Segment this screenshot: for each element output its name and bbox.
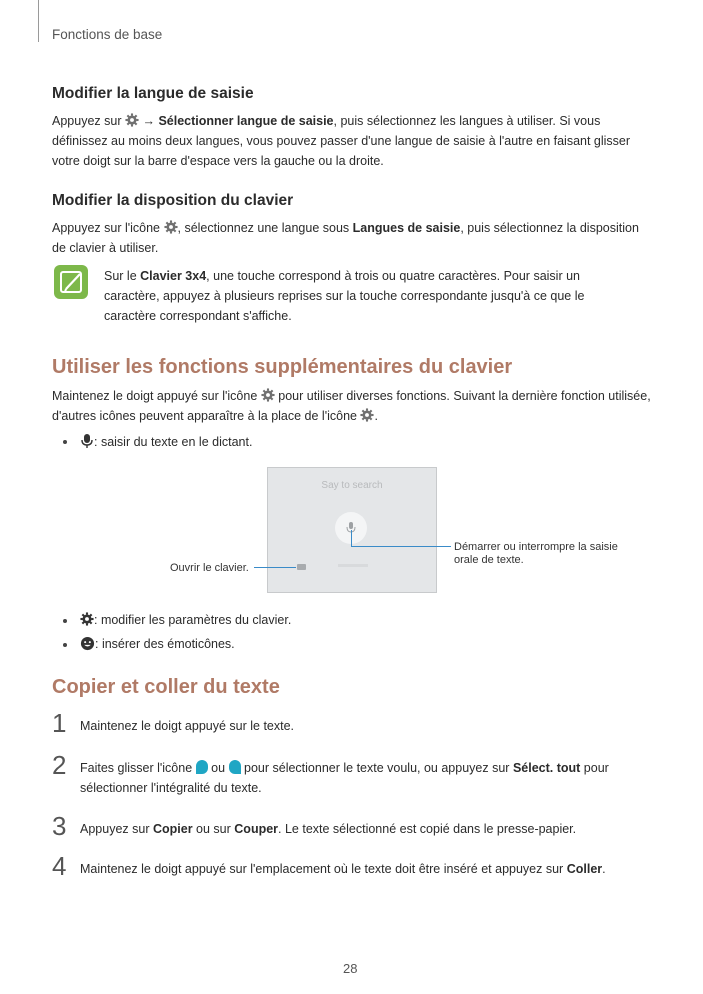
- step-number: 1: [52, 708, 67, 738]
- gear-icon: [80, 612, 94, 626]
- callout-line-right-vertical: [351, 530, 352, 547]
- page-number: 28: [343, 961, 358, 976]
- heading-extra-keyboard-functions: Utiliser les fonctions supplémentaires du clavier: [52, 356, 513, 378]
- placeholder-line: [338, 564, 368, 567]
- header-rule: [38, 0, 39, 42]
- screen-title: Say to search: [321, 480, 383, 491]
- step-number: 2: [52, 750, 67, 780]
- callout-start-stop-voice: Démarrer ou interrompre la saisie orale de texte.: [454, 541, 618, 566]
- bullet-voice-input: : saisir du texte en le dictant.: [80, 432, 252, 452]
- step-4-text: Maintenez le doigt appuyé sur l'emplacement où le texte doit être inséré et appuyez sur Coller.: [80, 862, 606, 876]
- step-number: 4: [52, 851, 67, 881]
- bullet: [63, 440, 67, 444]
- selection-handle-left-icon: [196, 760, 208, 774]
- selection-handle-right-icon: [229, 760, 241, 774]
- bullet-keyboard-settings: : modifier les paramètres du clavier.: [80, 610, 291, 630]
- microphone-icon: [80, 433, 94, 449]
- voice-input-screenshot: [267, 467, 437, 593]
- gear-icon: [261, 388, 275, 402]
- note-icon: [54, 265, 88, 299]
- emoticon-icon: [80, 636, 95, 651]
- gear-icon: [125, 113, 139, 127]
- bullet: [63, 643, 67, 647]
- bullet: [63, 619, 67, 623]
- heading-copy-paste: Copier et coller du texte: [52, 676, 280, 698]
- paragraph-extra-functions: Maintenez le doigt appuyé sur l'icône pour utiliser diverses fonctions. Suivant la dernière fonction utilisée, d'autres icônes peuvent apparaître à la place de l'icône .: [52, 389, 651, 423]
- callout-line-left: [254, 567, 296, 568]
- step-2-text: Faites glisser l'icône ou pour sélectionner le texte voulu, ou appuyez sur Sélect. tout pour sélectionner l'intégralité du texte.: [80, 761, 609, 795]
- heading-keyboard-layout: Modifier la disposition du clavier: [52, 192, 294, 209]
- step-3-text: Appuyez sur Copier ou sur Couper. Le texte sélectionné est copié dans le presse-papier.: [80, 822, 577, 836]
- step-1-text: Maintenez le doigt appuyé sur le texte.: [80, 719, 295, 733]
- chapter-title: Fonctions de base: [52, 27, 163, 42]
- callout-line-right: [351, 546, 451, 547]
- bullet-emoticons: : insérer des émoticônes.: [80, 634, 235, 654]
- paragraph-keyboard-layout: Appuyez sur l'icône , sélectionnez une langue sous Langues de saisie, puis sélectionnez la disposition de clavier à utiliser.: [52, 221, 639, 255]
- note-keyboard-3x4: Sur le Clavier 3x4, une touche correspond à trois ou quatre caractères. Pour saisir un caractère, appuyez à plusieurs reprises sur la touche correspondante jusqu'à ce que le caractère correspondant s'affiche.: [104, 269, 585, 323]
- gear-icon: [164, 220, 178, 234]
- gear-icon: [360, 408, 374, 422]
- heading-input-language: Modifier la langue de saisie: [52, 85, 254, 102]
- callout-open-keyboard: Ouvrir le clavier.: [170, 562, 249, 574]
- keyboard-icon[interactable]: [297, 564, 306, 570]
- paragraph-input-language: Appuyez sur → Sélectionner langue de saisie, puis sélectionnez les langues à utiliser. Si vous définissez au moins deux langues, vous pouvez passer d'une langue de saisie à l'autre en faisant glisser votre doigt sur la barre d'espace vers la gauche ou la droite.: [52, 114, 631, 168]
- step-number: 3: [52, 811, 67, 841]
